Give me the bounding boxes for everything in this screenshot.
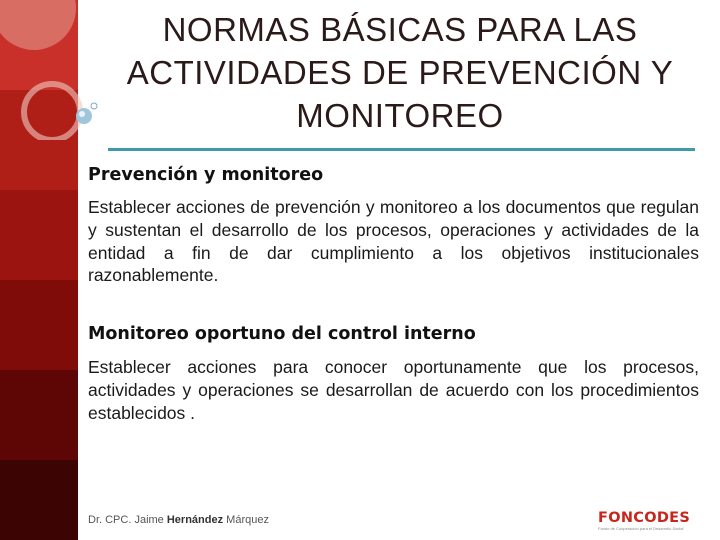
section-heading-monitoreo: Monitoreo oportuno del control interno [88, 324, 476, 344]
section-body-monitoreo: Establecer acciones para conocer oportunamente que los procesos, actividades y operaciones se desarrollan de acuerdo con los procedimientos establecidos . [88, 357, 699, 423]
title-underline [108, 148, 695, 151]
band-block [0, 190, 78, 280]
footer-author [88, 514, 269, 526]
logo-name: FONCODES [598, 510, 691, 526]
slide-title: NORMAS BÁSICAS PARA LAS ACTIVIDADES DE PREVENCIÓN Y MONITOREO [126, 11, 674, 134]
logo-tagline: Fondo de Cooperación para el Desarrollo Social [598, 526, 684, 531]
footer-author-prefix: Dr. CPC. Jaime [88, 514, 167, 526]
band-block [0, 370, 78, 460]
band-block [0, 280, 78, 370]
section-body-prevencion: Establecer acciones de prevención y monitoreo a los documentos que regulan y sustentan el desarrollo de los procesos, operaciones y actividades de la entidad a fin de dar cumplimiento a los objetivos institucionales razonablemente. [88, 197, 699, 286]
section-heading-prevencion: Prevención y monitoreo [88, 165, 324, 185]
foncodes-logo [598, 510, 710, 531]
footer-author-suffix: Márquez [223, 514, 269, 526]
footer-author-bold: Hernández [166, 514, 224, 526]
band-block [0, 460, 78, 540]
